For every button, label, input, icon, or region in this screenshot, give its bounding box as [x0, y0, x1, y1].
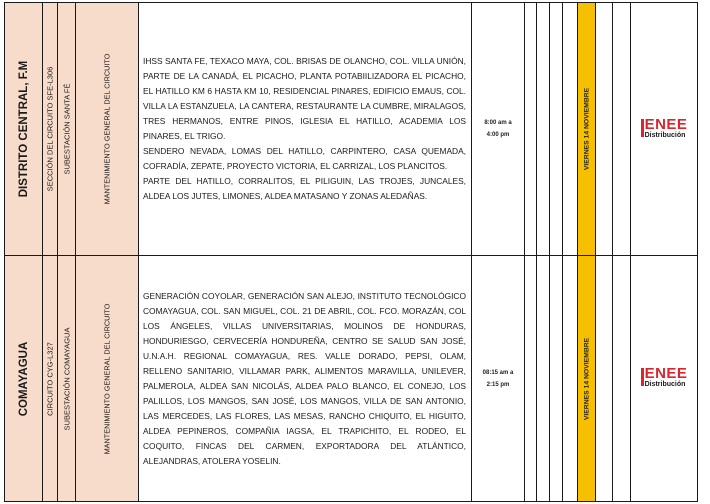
- time-end: 4:00 pm: [486, 132, 510, 138]
- circuit-section-cell: [43, 3, 58, 256]
- department-cell: [5, 256, 43, 502]
- department-name: DISTRITO CENTRAL, F.M: [17, 60, 30, 198]
- affected-areas-paragraph: PARTE DEL HATILLO, CORRALITOS, EL PILIGUIN, LAS TROJES, JUNCALES, ALDEA LOS JUTES, LIMONES, ALDEA MATASANO Y ZONAS ALEDAÑAS.: [143, 176, 466, 201]
- substation-cell: [58, 256, 76, 502]
- empty-cell: [563, 256, 578, 502]
- date-cell: [578, 3, 596, 256]
- substation-name: SUBESTACIÓN SANTA FÉ: [62, 83, 71, 175]
- department-cell: [5, 3, 43, 256]
- circuit-section: SECCIÓN DEL CIRCUITO SFE-L306: [45, 66, 55, 192]
- time-start: 08:15 am a: [482, 369, 514, 376]
- work-type: MANTENIMIENTO GENERAL DEL CIRCUITO: [102, 303, 112, 454]
- logo-wordmark: ENEE: [644, 115, 688, 133]
- table-row: [5, 3, 698, 256]
- empty-cell: [563, 3, 578, 256]
- outage-date: VIERNES 14 NOVIEMBRE: [583, 87, 590, 171]
- empty-cell: [550, 3, 563, 256]
- substation-name: SUBESTACIÓN COMAYAGUA: [62, 327, 71, 430]
- work-type-cell: [76, 3, 139, 256]
- outage-schedule-table: [4, 2, 698, 502]
- affected-areas-paragraph: GENERACIÓN COYOLAR, GENERACIÓN SAN ALEJO, INSTITUTO TECNOLÓGICO COMAYAGUA, COL. SAN MIGUEL, COL. 21 DE ABRIL, COL. FCO. MORAZÁN, COL LOS ÁNGELES, VILLAS UNIVERSITARIAS, MOLINOS DE HONDURAS, HONDURIESGO, CERVECERÍA HONDUREÑA, CENTRO SE SALUD SAN JOSÉ, U.N.A.H. REGIONAL COMAYAGUA, RES. VALLE DORADO, PEPSI, OLAM, RELLENO SANITARIO, VILLAMAR PARK, ALIMENTOS MARAVILLA, UNILEVER, PALMEROLA, ALDEA SAN NICOLÁS, ALDEA PALO BLANCO, EL CONEJO, LOS PALILLOS, LOS MANGOS, SAN JOSÉ, LOS MANGOS, VILLA DE SAN ANTONIO, LAS MERCEDES, LAS FLORES, LAS MESAS, RANCHO CHIQUITO, EL HIGUITO, ALDEA PEPINEROS, COMPAÑIA IAGSA, EL TRAPICHITO, EL RODEO, EL COQUITO, FINCAS DEL CARMEN, EXPORTADORA DEL ATLÁNTICO, ALEJANDRAS, ATOLERA YOSELIN.: [143, 290, 466, 466]
- empty-cell: [596, 3, 613, 256]
- work-type-cell: [76, 256, 139, 502]
- logo-mark-icon: [641, 119, 644, 137]
- logo-subtitle: Distribución: [644, 131, 686, 139]
- circuit-section: CIRCUITO CYG-L327: [45, 341, 55, 416]
- empty-cell: [525, 256, 537, 502]
- logo-cell: [631, 3, 698, 256]
- logo-cell: [631, 256, 698, 502]
- empty-cell: [596, 256, 613, 502]
- empty-cell: [613, 256, 631, 502]
- circuit-section-cell: [43, 256, 58, 502]
- department-name: COMAYAGUA: [17, 341, 30, 416]
- affected-areas-cell: [139, 3, 472, 256]
- time-end: 2:15 pm: [486, 381, 510, 388]
- empty-cell: [537, 256, 550, 502]
- logo-mark-icon: [641, 368, 644, 386]
- time-cell: [472, 3, 525, 256]
- substation-cell: [58, 3, 76, 256]
- work-type: MANTENIMIENTO GENERAL DEL CIRCUITO: [102, 53, 112, 205]
- date-cell: [578, 256, 596, 502]
- affected-areas-paragraph: IHSS SANTA FE, TEXACO MAYA, COL. BRISAS DE OLANCHO, COL. VILLA UNIÓN, PARTE DE LA CANADÁ, EL PICACHO, PLANTA POTABIILIZADORA EL PICACHO, EL HATILLO KM 6 HASTA KM 10, RESIDENCIAL PINARES, EDIFICIO EMAUS, COL. VILLA LA ESTANZUELA, LA CANTERA, RESTAURANTE LA CUMBRE, MIRALAGOS, TRES HERMANOS, ENTRE PINOS, IGLESIA EL HATILLO, ACADEMIA LOS PINARES, EL TRIGO.: [143, 56, 466, 141]
- empty-cell: [613, 3, 631, 256]
- time-start: 8:00 am a: [484, 120, 512, 126]
- enee-logo: [641, 117, 688, 139]
- time-cell: [472, 256, 525, 502]
- outage-date: VIERNES 14 NOVIEMBRE: [583, 337, 590, 420]
- affected-areas-paragraph: SENDERO NEVADA, LOMAS DEL HATILLO, CARPINTERO, CASA QUEMADA, COFRADÍA, ZEPATE, PROYECTO VICTORIA, EL CARRIZAL, LOS PLANCITOS.: [143, 146, 466, 171]
- logo-wordmark: ENEE: [644, 365, 688, 382]
- table-row: [5, 256, 698, 502]
- empty-cell: [537, 3, 550, 256]
- empty-cell: [550, 256, 563, 502]
- affected-areas-cell: [139, 256, 472, 502]
- enee-logo: [641, 366, 688, 388]
- empty-cell: [525, 3, 537, 256]
- logo-subtitle: Distribución: [644, 381, 686, 388]
